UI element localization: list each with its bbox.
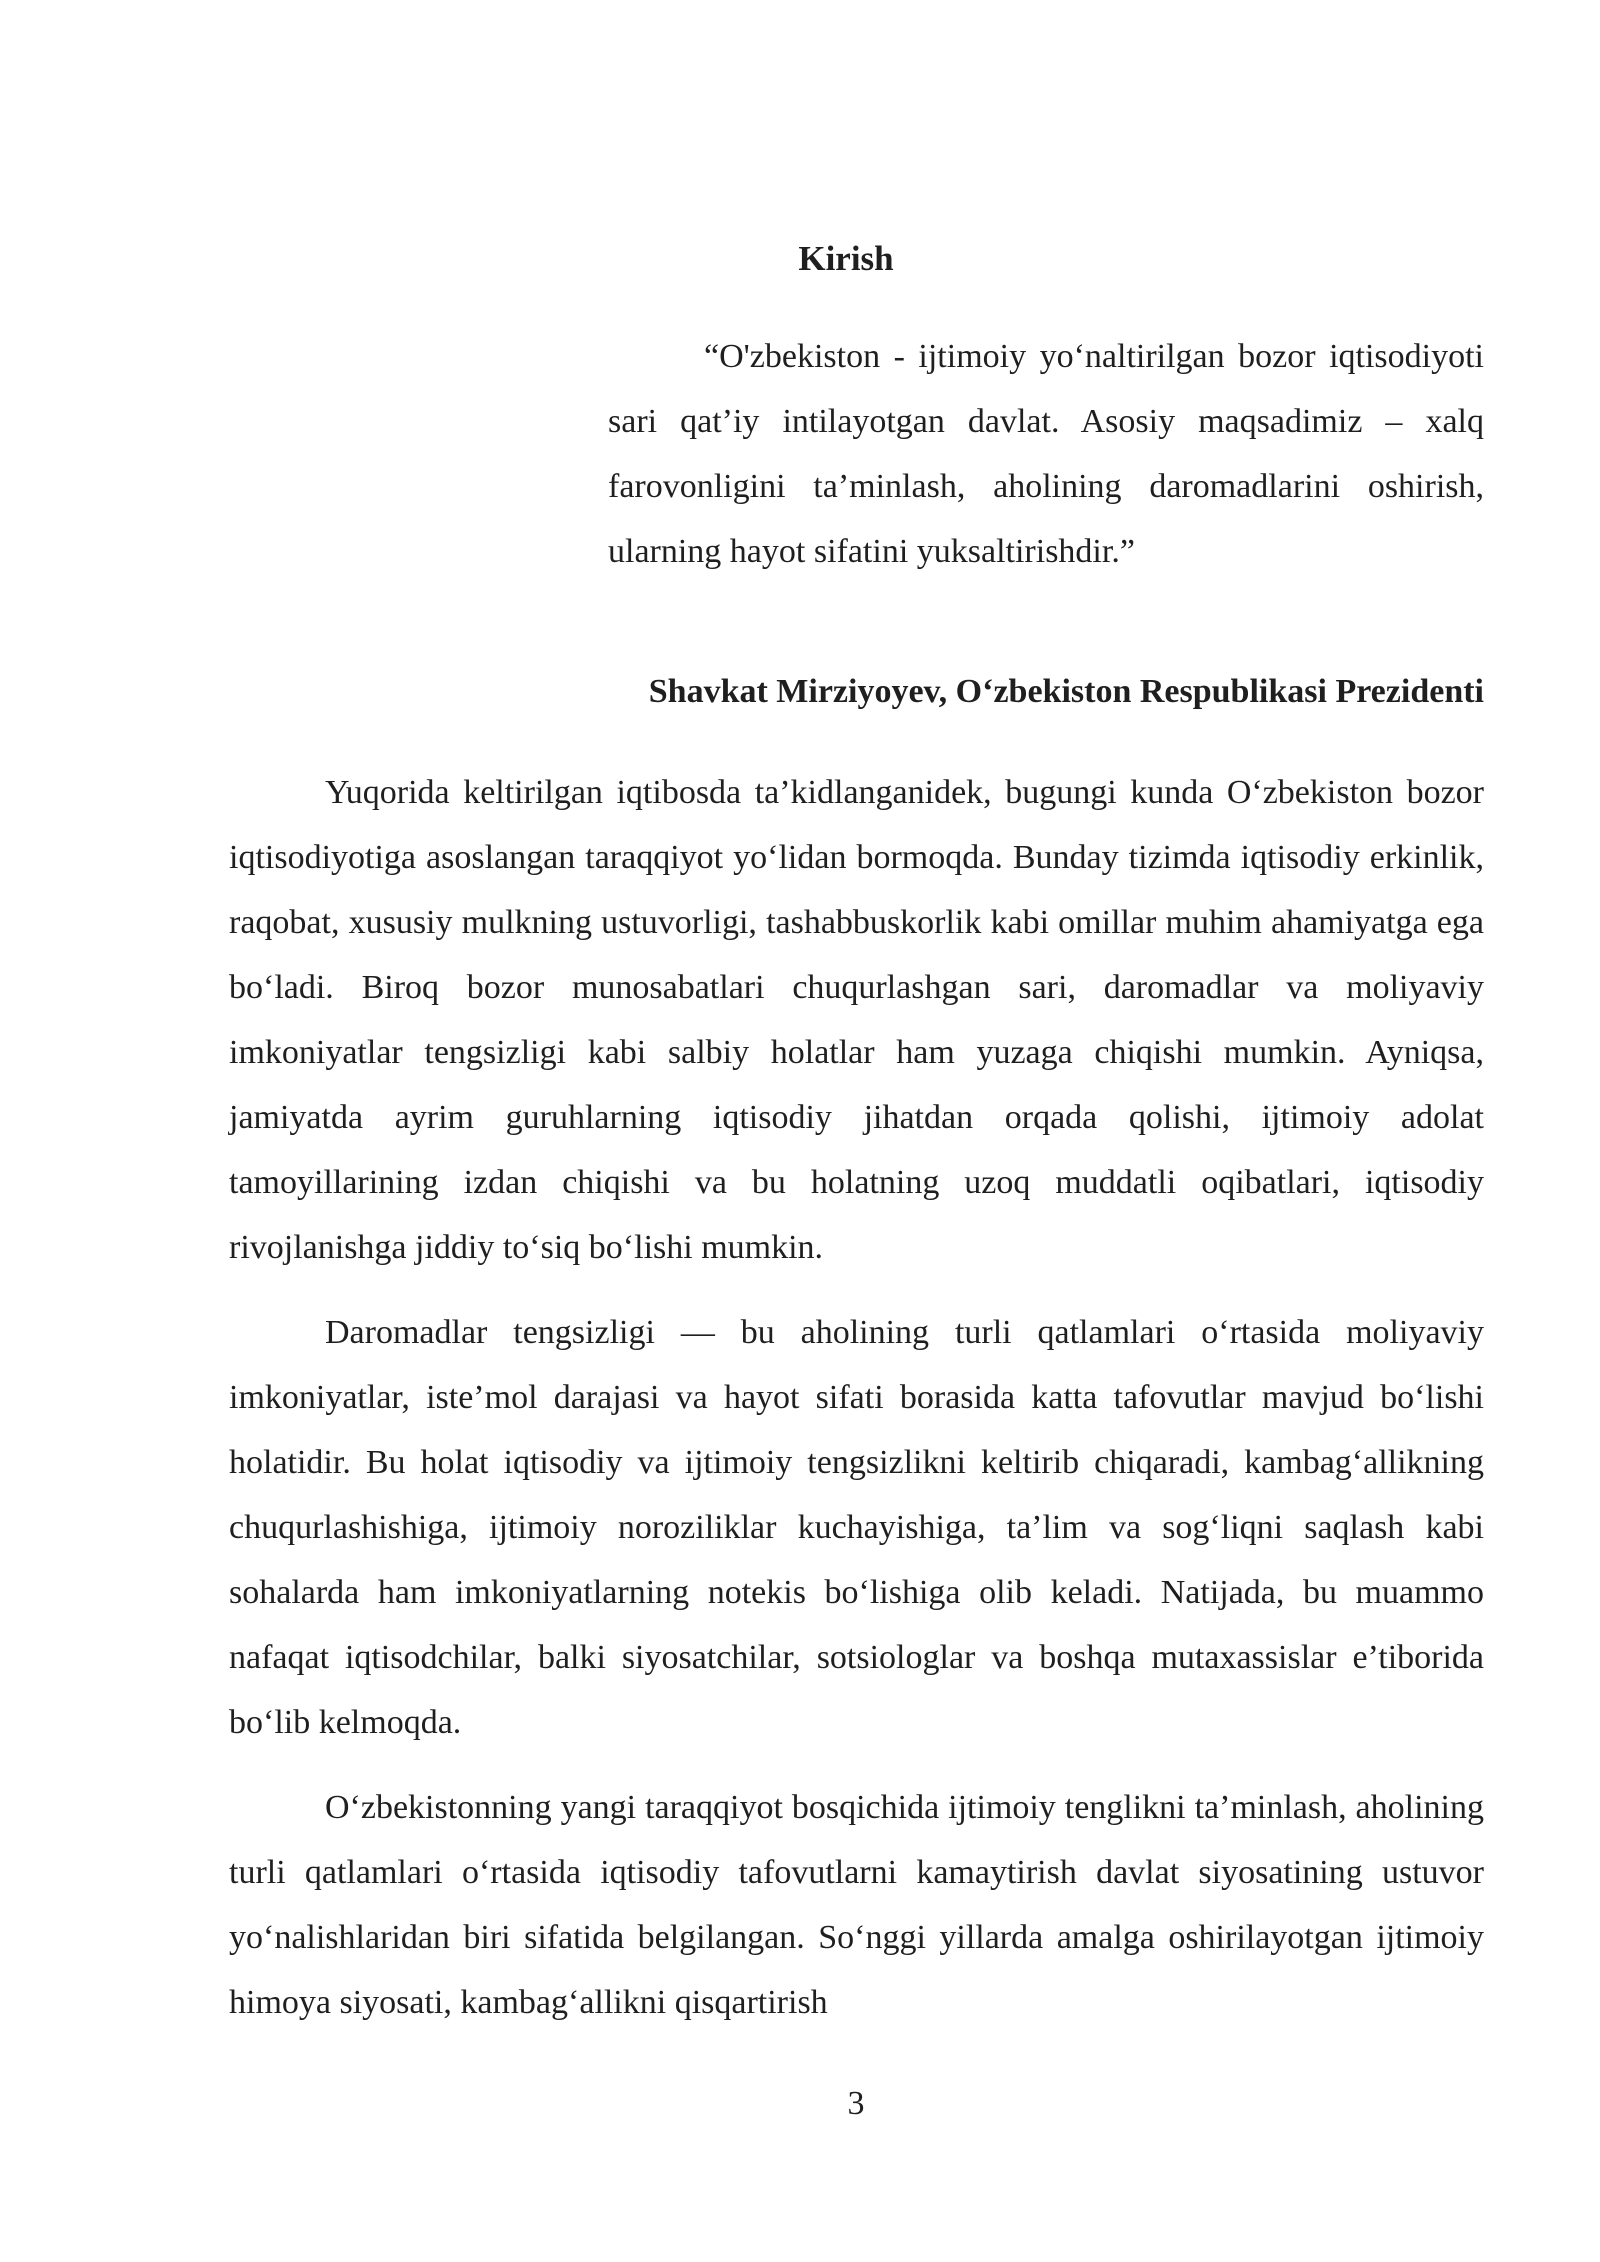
body-paragraph-3: O‘zbekistonning yangi taraqqiyot bosqichida ijtimoiy tenglikni ta’minlash, aholining turli qatlamlari o‘rtasida iqtisodiy tafovutlarni kamaytirish davlat siyosatining ustuvor yo‘nalishlaridan biri sifatida belgilangan. So‘nggi yillarda amalga oshirilayotgan ijtimoiy himoya siyosati, kambag‘allikni qisqartirish xyxy=(229,1789,1484,2021)
section-title: Kirish xyxy=(798,239,894,278)
epigraph-quote: “O'zbekiston - ijtimoiy yo‘naltirilgan bozor iqtisodiyoti sari qat’iy intilayotgan davlat. Asosiy maqsadimiz – xalq farovonligini ta’minlash, aholining daromadlarini oshirish, ularning hayot sifatini yuksaltirishdir.” xyxy=(608,338,1484,570)
body-text xyxy=(229,760,1484,2055)
page-number: 3 xyxy=(847,2085,865,2122)
body-paragraph-2: Daromadlar tengsizligi — bu aholining turli qatlamlari o‘rtasida moliyaviy imkoniyatlar, iste’mol darajasi va hayot sifati borasida katta tafovutlar mavjud bo‘lishi holatidir. Bu holat iqtisodiy va ijtimoiy tengsizlikni keltirib chiqaradi, kambag‘allikning chuqurlashishiga, ijtimoiy noroziliklar kuchayishiga, ta’lim va sog‘liqni saqlash kabi sohalarda ham imkoniyatlarning notekis bo‘lishiga olib keladi. Natijada, bu muammo nafaqat iqtisodchilar, balki siyosatchilar, sotsiologlar va boshqa mutaxassislar e’tiborida bo‘lib kelmoqda. xyxy=(229,1314,1484,1741)
epigraph-attribution: Shavkat Mirziyoyev, O‘zbekiston Respublikasi Prezidenti xyxy=(648,673,1484,710)
body-paragraph-1: Yuqorida keltirilgan iqtibosda ta’kidlanganidek, bugungi kunda O‘zbekiston bozor iqtisodiyotiga asoslangan taraqqiyot yo‘lidan bormoqda. Bunday tizimda iqtisodiy erkinlik, raqobat, xususiy mulkning ustuvorligi, tashabbuskorlik kabi omillar muhim ahamiyatga ega bo‘ladi. Biroq bozor munosabatlari chuqurlashgan sari, daromadlar va moliyaviy imkoniyatlar tengsizligi kabi salbiy holatlar ham yuzaga chiqishi mumkin. Ayniqsa, jamiyatda ayrim guruhlarning iqtisodiy jihatdan orqada qolishi, ijtimoiy adolat tamoyillarining izdan chiqishi va bu holatning uzoq muddatli oqibatlari, iqtisodiy rivojlanishga jiddiy to‘siq bo‘lishi mumkin. xyxy=(229,774,1484,1266)
